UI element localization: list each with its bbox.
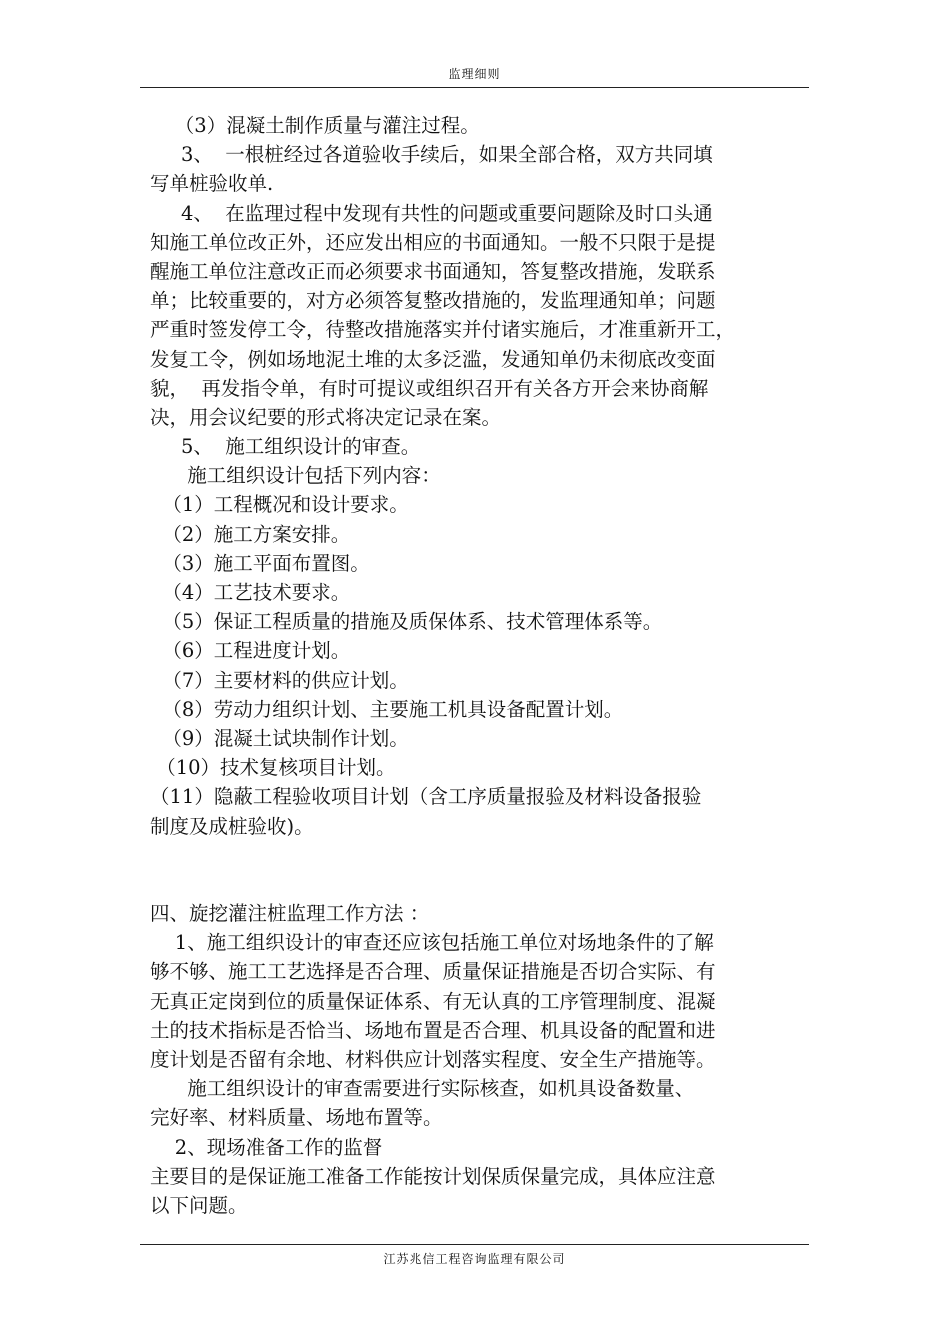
page-header: 监理细则 — [448, 67, 501, 81]
text-line: 1、施工组织设计的审查还应该包括施工单位对场地条件的了解 — [150, 931, 714, 955]
text-line: 写单桩验收单. — [150, 172, 274, 196]
text-line: 无真正定岗到位的质量保证体系、有无认真的工序管理制度、混凝 — [150, 989, 716, 1013]
text-line: 3、 一根桩经过各道验收手续后，如果全部合格，双方共同填 — [150, 143, 713, 167]
text-line: （10）技术复核项目计划。 — [150, 756, 396, 780]
text-line: （11）隐蔽工程验收项目计划（含工序质量报验及材料设备报验 — [150, 785, 702, 809]
text-line: 施工组织设计包括下列内容： — [150, 464, 441, 488]
text-line: 发复工令，例如场地泥土堆的太多泛滥，发通知单仍未彻底改变面 — [150, 347, 716, 371]
text-line: （9）混凝土试块制作计划。 — [150, 726, 409, 750]
text-line: 主要目的是保证施工准备工作能按计划保质保量完成，具体应注意 — [150, 1164, 716, 1188]
text-line: （7）主要材料的供应计划。 — [150, 668, 409, 692]
text-line: （2）施工方案安排。 — [150, 522, 351, 546]
page-footer: 江苏兆信工程咨询监理有限公司 — [383, 1252, 566, 1266]
text-line: 貌， 再发指令单，有时可提议或组织召开有关各方开会来协商解 — [150, 376, 709, 400]
text-line: 单；比较重要的，对方必须答复整改措施的，发监理通知单；问题 — [150, 289, 716, 313]
text-line: 决，用会议纪要的形式将决定记录在案。 — [150, 405, 502, 429]
text-line: （4）工艺技术要求。 — [150, 581, 351, 604]
header-divider — [140, 87, 809, 88]
text-line: 醒施工单位注意改正而必须要求书面通知，答复整改措施，发联系 — [150, 259, 716, 283]
text-line: 够不够、施工工艺选择是否合理、质量保证措施是否切合实际、有 — [150, 960, 716, 984]
section-heading: 四、旋挖灌注桩监理工作方法 ： — [150, 902, 430, 926]
text-line: 严重时签发停工令，待整改措施落实并付诸实施后，才准重新开工， — [150, 318, 736, 342]
blank-line — [150, 841, 802, 870]
text-line: 度计划是否留有余地、材料供应计划落实程度、安全生产措施等。 — [150, 1048, 716, 1071]
text-line: 知施工单位改正外，还应发出相应的书面通知。一般不只限于是提 — [150, 230, 716, 254]
text-line: 以下问题。 — [150, 1193, 248, 1217]
footer-divider — [140, 1244, 809, 1245]
text-line: （8）劳动力组织计划、主要施工机具设备配置计划。 — [150, 697, 624, 721]
text-line: 4、 在监理过程中发现有共性的问题或重要问题除及时口头通 — [150, 201, 713, 225]
text-line: （3）施工平面布置图。 — [150, 551, 370, 575]
text-line: （3）混凝土制作质量与灌注过程。 — [150, 114, 480, 137]
document-body — [150, 111, 802, 1220]
text-line: 2、现场准备工作的监督 — [150, 1135, 383, 1159]
text-line: 5、 施工组织设计的审查。 — [150, 435, 421, 459]
blank-line — [150, 870, 802, 899]
text-line: 土的技术指标是否恰当、场地布置是否合理、机具设备的配置和进 — [150, 1018, 716, 1042]
text-line: （5）保证工程质量的措施及质保体系、技术管理体系等。 — [150, 610, 663, 634]
text-line: （1）工程概况和设计要求。 — [150, 493, 409, 517]
text-line: 施工组织设计的审查需要进行实际核查，如机具设备数量、 — [150, 1077, 695, 1101]
text-line: （6）工程进度计划。 — [150, 639, 351, 663]
text-line: 完好率、材料质量、场地布置等。 — [150, 1106, 443, 1130]
text-line: 制度及成桩验收)。 — [150, 814, 314, 838]
